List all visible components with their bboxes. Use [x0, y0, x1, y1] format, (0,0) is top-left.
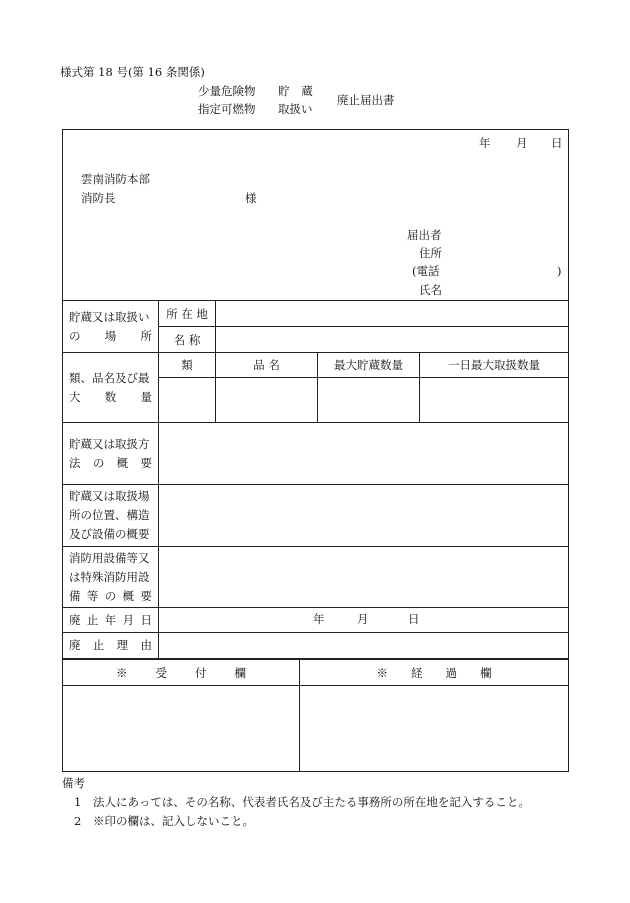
item-field[interactable]	[216, 378, 318, 423]
progress-label: ※ 経 過 欄	[376, 665, 492, 680]
col-max-storage-header: 最大貯蔵数量	[318, 353, 420, 378]
form-number: 様式第 18 号(第 16 条関係)	[60, 65, 205, 79]
page-title: 廃止届出書	[337, 93, 395, 107]
note-number: 1	[74, 795, 82, 809]
addressee-org: 雲南消防本部	[81, 172, 150, 186]
max-storage-field[interactable]	[318, 378, 420, 423]
class-label-line2: 大 数 量	[69, 389, 152, 404]
title-kind-top: 少量危険物	[198, 84, 256, 98]
place-label	[63, 301, 159, 353]
facility-name-field[interactable]	[216, 327, 569, 353]
place-label-line1: 貯蔵又は取扱い	[69, 309, 150, 324]
facility-label-line3: 及び設備の概要	[69, 527, 150, 541]
fire-equipment-field[interactable]	[159, 547, 569, 608]
title-kind-bottom: 指定可燃物	[198, 102, 256, 116]
col-max-daily-header: 一日最大取扱数量	[420, 353, 569, 378]
note-text: ※印の欄は、記入しないこと。	[92, 814, 254, 828]
method-field[interactable]	[159, 423, 569, 485]
location-label: 所 在 地	[159, 301, 216, 327]
fire-label-line3: 備 等 の 概 要	[69, 588, 152, 603]
place-label-char-1: の	[69, 328, 81, 343]
note-text: 法人にあっては、その名称、代表者氏名及び主たる事務所の所在地を記入すること。	[92, 795, 530, 809]
max-daily-field[interactable]	[420, 378, 569, 423]
notification-form-table	[62, 129, 569, 659]
abolish-date-field[interactable]	[159, 608, 569, 633]
abolish-month-label: 月	[357, 612, 369, 626]
progress-field	[300, 686, 569, 772]
reason-label: 廃 止 理 由	[63, 633, 159, 659]
class-field[interactable]	[159, 378, 216, 423]
addressee-title: 消防長	[81, 191, 116, 205]
location-field[interactable]	[216, 301, 569, 327]
method-label	[63, 423, 159, 485]
method-label-line2: 法 の 概 要	[69, 455, 152, 470]
facility-label	[63, 485, 159, 547]
facility-label-line2: 所の位置、構造	[69, 508, 150, 522]
abolish-year-label: 年	[313, 612, 325, 626]
progress-header	[300, 660, 569, 686]
reception-label: ※ 受 付 欄	[116, 665, 246, 680]
col-item-header: 品 名	[216, 353, 318, 378]
date-month-label: 月	[516, 136, 528, 150]
abolish-date-label: 廃止年月日	[63, 608, 159, 633]
fire-label-line2: は特殊消防用設	[69, 569, 150, 584]
title-action-bottom: 取扱い	[278, 102, 313, 116]
facility-label-line1: 貯蔵又は取扱場	[69, 489, 150, 503]
honorific: 様	[245, 191, 257, 205]
title-action-top: 貯 蔵	[278, 84, 317, 98]
note-item	[74, 816, 254, 828]
date-day-label: 日	[551, 136, 563, 150]
applicant-label: 届出者	[407, 228, 442, 242]
name-label: 氏名	[419, 283, 442, 297]
class-label	[63, 353, 159, 423]
reception-table	[62, 659, 569, 772]
header-block	[63, 130, 569, 301]
fire-label-line1: 消防用設備等又	[69, 550, 150, 565]
address-label: 住所	[419, 246, 442, 260]
facility-name-label: 名 称	[159, 327, 216, 353]
place-label-char-3: 所	[140, 328, 152, 343]
reception-field	[63, 686, 300, 772]
place-label-char-2: 場	[104, 328, 117, 343]
col-class-header: 類	[159, 353, 216, 378]
date-year-label: 年	[479, 136, 491, 150]
method-label-line1: 貯蔵又は取扱方	[69, 436, 150, 451]
fire-equipment-label	[63, 547, 159, 608]
note-number: 2	[74, 814, 82, 828]
abolish-day-label: 日	[408, 612, 420, 626]
phone-close: )	[557, 264, 562, 278]
notes-heading: 備考	[62, 776, 85, 790]
phone-label: (電話	[412, 264, 440, 278]
class-label-line1: 類、品名及び最	[69, 370, 150, 385]
note-item	[74, 797, 530, 809]
facility-field[interactable]	[159, 485, 569, 547]
reason-field[interactable]	[159, 633, 569, 659]
reception-header	[63, 660, 300, 686]
